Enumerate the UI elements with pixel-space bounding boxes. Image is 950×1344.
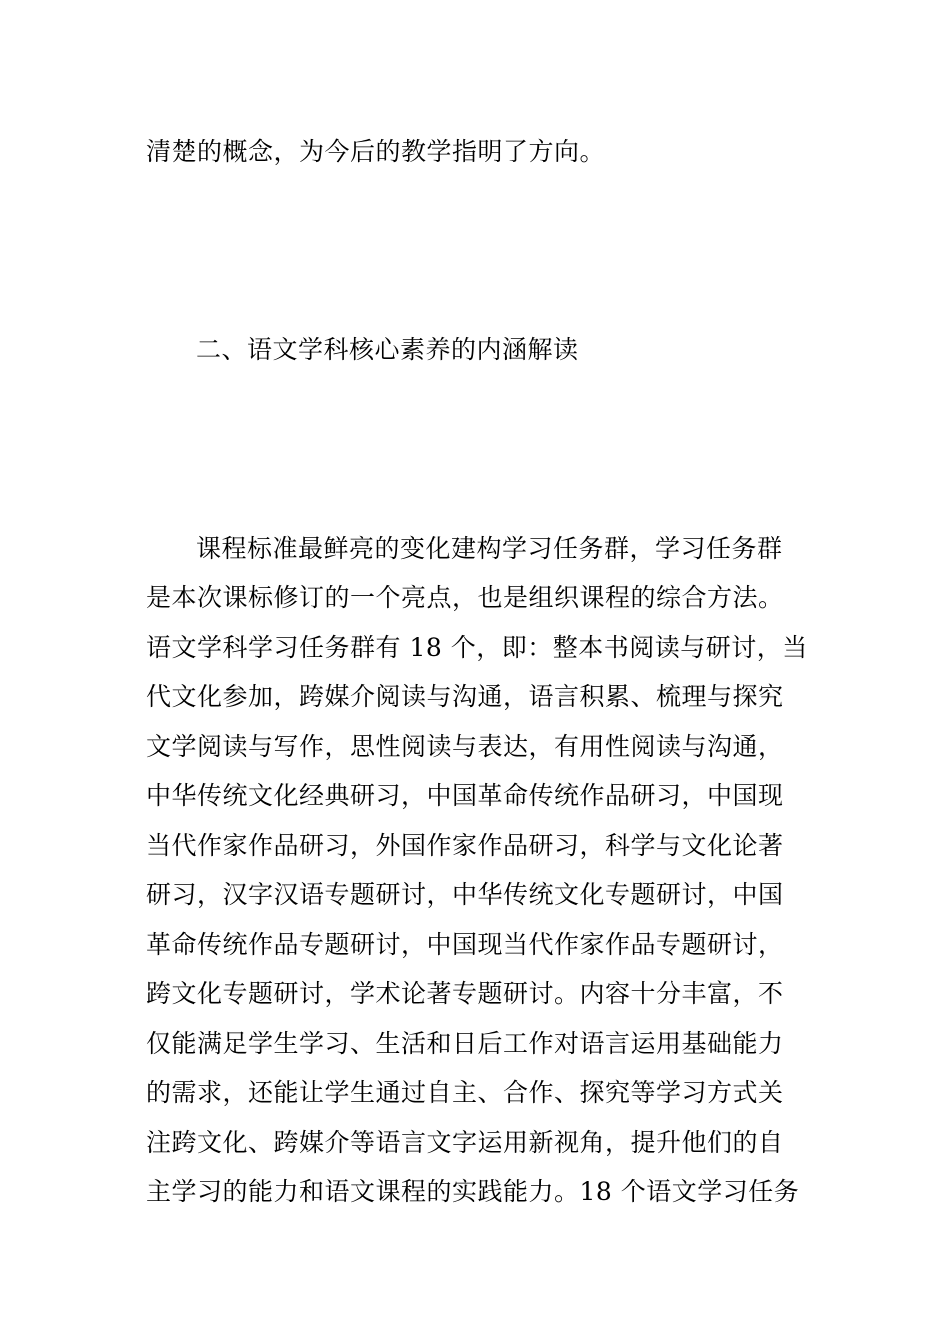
paragraph-line: 是本次课标修订的一个亮点，也是组织课程的综合方法。 <box>146 583 784 612</box>
paragraph-line: 代文化参加，跨媒介阅读与沟通，语言积累、梳理与探究 <box>146 682 784 711</box>
paragraph-line: 当代作家作品研习，外国作家作品研习，科学与文化论著 <box>146 831 784 860</box>
paragraph-line: 注跨文化、跨媒介等语言文字运用新视角，提升他们的自 <box>146 1128 784 1157</box>
paragraph-line: 文学阅读与写作，思性阅读与表达，有用性阅读与沟通， <box>146 732 784 761</box>
paragraph-line: 研习，汉字汉语专题研讨，中华传统文化专题研讨，中国 <box>146 880 784 909</box>
paragraph-line: 主学习的能力和语文课程的实践能力。18 个语文学习任务 <box>146 1177 800 1206</box>
paragraph-line: 革命传统作品专题研讨，中国现当代作家作品专题研讨， <box>146 930 784 959</box>
section-heading: 二、语文学科核心素养的内涵解读 <box>196 335 579 364</box>
paragraph-line: 课程标准最鲜亮的变化建构学习任务群，学习任务群 <box>196 534 783 563</box>
paragraph-line: 跨文化专题研讨，学术论著专题研讨。内容十分丰富，不 <box>146 979 784 1008</box>
paragraph-line: 的需求，还能让学生通过自主、合作、探究等学习方式关 <box>146 1078 784 1107</box>
paragraph-line: 中华传统文化经典研习，中国革命传统作品研习，中国现 <box>146 781 784 810</box>
continuation-text: 清楚的概念，为今后的教学指明了方向。 <box>146 137 606 166</box>
paragraph-line: 仅能满足学生学习、生活和日后工作对语言运用基础能力 <box>146 1029 784 1058</box>
paragraph-line: 语文学科学习任务群有 18 个，即：整本书阅读与研讨，当 <box>146 633 808 662</box>
